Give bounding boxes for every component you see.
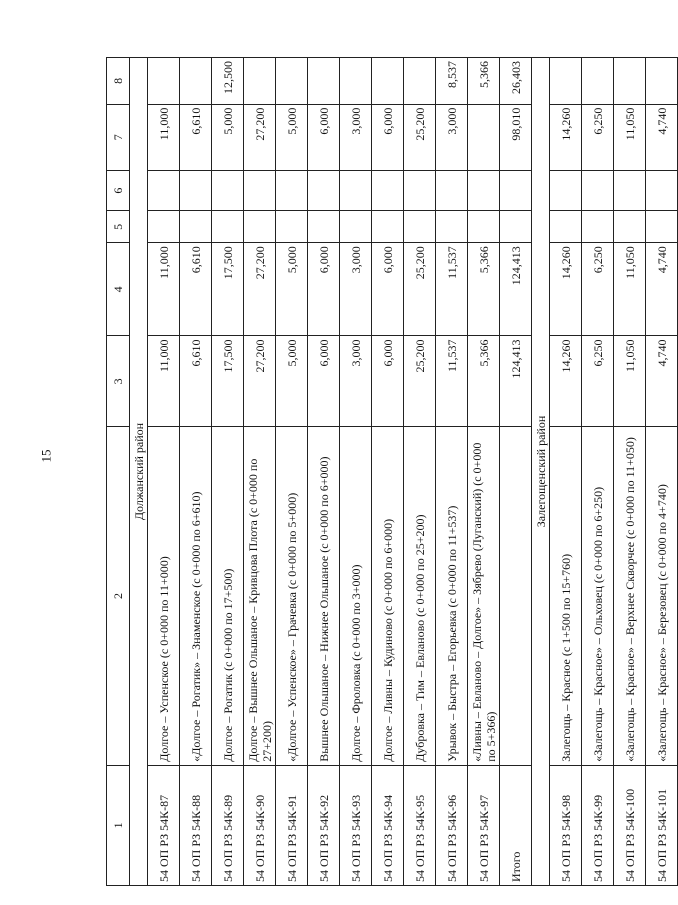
value-cell [148,170,180,210]
road-code-cell: 54 ОП РЗ 54К-96 [436,765,468,885]
length-cell: 5,366 [468,243,500,336]
table-row [308,58,340,886]
road-code-cell: 54 ОП РЗ 54К-87 [148,765,180,885]
value-cell [244,170,276,210]
table-row [614,58,646,886]
road-name-cell: Долгое – Ливны – Кудиново (с 0+000 по 6+000) [372,427,404,766]
length-cell: 6,250 [582,336,614,427]
value-cell [180,170,212,210]
table-row [582,58,614,886]
value-cell [550,170,582,210]
value-cell [372,211,404,243]
length-cell: 27,200 [244,243,276,336]
value-cell [468,211,500,243]
value-cell: 6,610 [180,104,212,170]
column-header: 3 [107,336,130,427]
value-cell [404,211,436,243]
length-cell: 6,000 [372,243,404,336]
table-row [148,58,180,886]
value-cell: 27,200 [244,104,276,170]
length-cell: 3,000 [340,243,372,336]
value-cell [372,170,404,210]
value-cell [308,211,340,243]
length-cell: 17,500 [212,336,244,427]
road-name-cell: Вышнее Ольшаное – Нижнее Ольшаное (с 0+000 по 6+000) [308,427,340,766]
page-number: 15 [38,449,54,463]
section-title: Залегощенский район [532,58,550,886]
road-code-cell: 54 ОП РЗ 54К-97 [468,765,500,885]
value-cell [372,58,404,105]
length-cell: 6,000 [372,336,404,427]
length-cell: 6,610 [180,336,212,427]
value-cell [582,58,614,105]
length-cell: 5,000 [276,336,308,427]
length-cell: 11,000 [148,243,180,336]
road-code-cell: 54 ОП РЗ 54К-100 [614,765,646,885]
column-header: 5 [107,211,130,243]
value-cell [582,170,614,210]
road-code-cell: 54 ОП РЗ 54К-90 [244,765,276,885]
road-name-cell: Урывок – Быстра – Егорьевка (с 0+000 по 11+537) [436,427,468,766]
rotated-table-frame [106,57,669,886]
table-row [212,58,244,886]
road-name-cell: Залегощь – Красное (с 1+500 по 15+760) [550,427,582,766]
value-cell: 5,366 [468,58,500,105]
value-cell [244,211,276,243]
rotated-table-inner [106,57,669,886]
total-row [500,58,532,886]
total-cell: 98,010 [500,104,532,170]
road-name-cell: «Долгое – Успенское» – Грачевка (с 0+000 по 5+000) [276,427,308,766]
road-code-cell: 54 ОП РЗ 54К-101 [646,765,678,885]
value-cell: 5,000 [276,104,308,170]
length-cell: 6,610 [180,243,212,336]
value-cell [550,58,582,105]
section-header-row [130,58,148,886]
length-cell: 25,200 [404,243,436,336]
value-cell: 14,260 [550,104,582,170]
value-cell [148,58,180,105]
length-cell: 14,260 [550,336,582,427]
value-cell: 5,000 [212,104,244,170]
total-label: Итого [500,765,532,885]
length-cell: 11,000 [148,336,180,427]
table-row [244,58,276,886]
table-row [404,58,436,886]
value-cell [212,211,244,243]
length-cell: 6,000 [308,336,340,427]
table-row [340,58,372,886]
value-cell [148,211,180,243]
road-code-cell: 54 ОП РЗ 54К-89 [212,765,244,885]
value-cell [340,211,372,243]
value-cell [180,211,212,243]
table-row [276,58,308,886]
value-cell: 8,537 [436,58,468,105]
road-name-cell: «Долгое – Рогатик» – Знаменское (с 0+000 по 6+610) [180,427,212,766]
road-code-cell: 54 ОП РЗ 54К-92 [308,765,340,885]
value-cell [244,58,276,105]
value-cell: 6,000 [308,104,340,170]
road-name-cell: «Залегощь – Красное» – Березовец (с 0+000 по 4+740) [646,427,678,766]
value-cell [276,58,308,105]
road-code-cell: 54 ОП РЗ 54К-99 [582,765,614,885]
value-cell [212,170,244,210]
table-cell [500,211,532,243]
total-cell: 124,413 [500,336,532,427]
table-row [180,58,212,886]
value-cell [614,58,646,105]
road-name-cell: Долгое – Рогатик (с 0+000 по 17+500) [212,427,244,766]
value-cell [468,104,500,170]
road-code-cell: 54 ОП РЗ 54К-91 [276,765,308,885]
column-header: 2 [107,427,130,766]
column-header: 7 [107,104,130,170]
length-cell: 11,050 [614,243,646,336]
value-cell [468,170,500,210]
column-header-row [107,58,130,886]
table-row [550,58,582,886]
length-cell: 27,200 [244,336,276,427]
column-header: 8 [107,58,130,105]
length-cell: 3,000 [340,336,372,427]
value-cell [582,211,614,243]
length-cell: 6,000 [308,243,340,336]
road-name-cell: Долгое – Успенское (с 0+000 по 11+000) [148,427,180,766]
column-header: 4 [107,243,130,336]
table-cell [500,427,532,766]
value-cell [646,58,678,105]
value-cell: 4,740 [646,104,678,170]
road-name-cell: «Ливны – Евланово – Долгое» – Зябрево (Луганский) (с 0+000 по 5+366) [468,427,500,766]
table-cell [500,170,532,210]
length-cell: 11,537 [436,243,468,336]
value-cell [404,58,436,105]
road-name-cell: Долгое – Вышнее Ольшаное – Кривцова Плота (с 0+000 по 27+200) [244,427,276,766]
total-cell: 124,413 [500,243,532,336]
length-cell: 4,740 [646,243,678,336]
table-row [646,58,678,886]
value-cell [550,211,582,243]
value-cell: 3,000 [340,104,372,170]
value-cell: 6,250 [582,104,614,170]
length-cell: 6,250 [582,243,614,336]
length-cell: 5,366 [468,336,500,427]
value-cell [614,170,646,210]
value-cell [308,170,340,210]
dolzhansky-rows [148,58,500,886]
value-cell [436,170,468,210]
value-cell: 12,500 [212,58,244,105]
table-row [372,58,404,886]
value-cell [340,58,372,105]
road-code-cell: 54 ОП РЗ 54К-95 [404,765,436,885]
total-cell: 26,403 [500,58,532,105]
value-cell [340,170,372,210]
length-cell: 14,260 [550,243,582,336]
road-name-cell: «Залегощь – Красное» – Верхнее Скворчее (с 0+000 по 11+050) [614,427,646,766]
section-header-row [532,58,550,886]
value-cell [646,170,678,210]
value-cell [276,211,308,243]
road-name-cell: Долгое – Фроловка (с 0+000 по 3+000) [340,427,372,766]
road-name-cell: Дубровка – Тим – Евланово (с 0+000 по 25+200) [404,427,436,766]
value-cell: 11,000 [148,104,180,170]
length-cell: 11,050 [614,336,646,427]
column-header: 6 [107,170,130,210]
zalegoshchensky-rows [550,58,678,886]
table-row [468,58,500,886]
value-cell: 11,050 [614,104,646,170]
value-cell: 25,200 [404,104,436,170]
length-cell: 25,200 [404,336,436,427]
length-cell: 5,000 [276,243,308,336]
value-cell: 6,000 [372,104,404,170]
value-cell [308,58,340,105]
value-cell [646,211,678,243]
value-cell [276,170,308,210]
road-name-cell: «Залегощь – Красное» – Ольховец (с 0+000 по 6+250) [582,427,614,766]
value-cell [614,211,646,243]
table-row [436,58,468,886]
length-cell: 11,537 [436,336,468,427]
road-code-cell: 54 ОП РЗ 54К-98 [550,765,582,885]
road-code-cell: 54 ОП РЗ 54К-88 [180,765,212,885]
value-cell [180,58,212,105]
value-cell: 3,000 [436,104,468,170]
road-code-cell: 54 ОП РЗ 54К-94 [372,765,404,885]
column-header: 1 [107,765,130,885]
section-title: Должанский район [130,58,148,886]
road-code-cell: 54 ОП РЗ 54К-93 [340,765,372,885]
value-cell [404,170,436,210]
value-cell [436,211,468,243]
roads-table [106,57,678,886]
length-cell: 17,500 [212,243,244,336]
length-cell: 4,740 [646,336,678,427]
